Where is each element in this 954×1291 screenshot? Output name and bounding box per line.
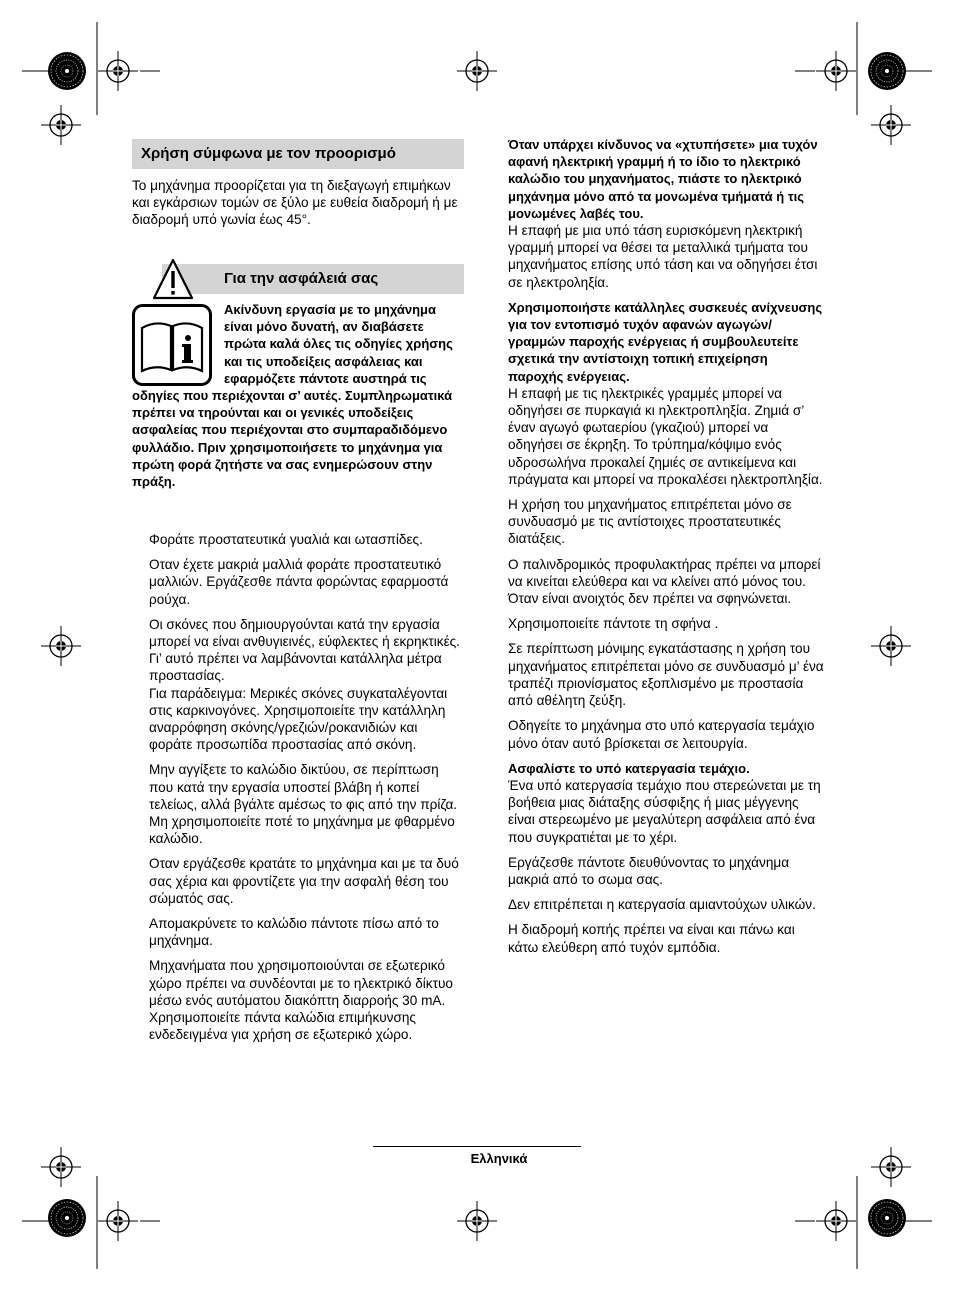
list-item: Φοράτε προστατευτικά γυαλιά και ωτασπίδες.: [149, 532, 423, 547]
list-item: Εργάζεσθε πάντοτε διευθύνοντας το μηχάνημα μακριά από το σωμα σας.: [508, 854, 790, 887]
list-item: Μηχανήματα που χρησιμοποιούνται σε εξωτερικό χώρο πρέπει να συνδέονται με το ηλεκτρικό δίκτυο μέσω ενός αυτόματου διακόπτη διαρροής 30 mA. Χρησιμοποιείτε πάντα καλώδια επιμήκυνσης ενδεδειγμένα για χρήση σε εξωτερικό χώρο.: [149, 958, 453, 1043]
warning-hidden-wires: Όταν υπάρχει κίνδυνος να «χτυπήσετε» μια τυχόν αφανή ηλεκτρική γραμμή ή το ίδιο το ηλεκτρικό καλώδιο του μηχανήματος, πιάστε το ηλεκτρικό μηχάνημα μόνο από τα μονωμένα τμήματά ή τις μονωμένες λαβές του.: [508, 137, 818, 221]
safety-list: [149, 531, 464, 1051]
list-item: Για παράδειγμα: Μερικές σκόνες συγκαταλέγονται στις καρκινογόνες. Χρησιμοποιείτε την κατάλληλη αναρρόφηση σκόνης/γρεζιών/ροκανιδιών και φοράτε προσωπίδα προστασίας από σκόνη.: [149, 685, 448, 753]
safety-heading: Για την ασφάλειά σας: [162, 264, 464, 294]
warning-triangle-icon: [152, 258, 194, 300]
detector-advice: Χρησιμοποιήστε κατάλληλες συσκευές ανίχνευσης για τον εντοπισμό τυχόν αφανών αγωγών/γραμμών παροχής ενέργειας ή συμβουλευτείτε σχετικά την αντίστοιχη τοπική επιχείρηση παροχής ενέργειας.: [508, 299, 823, 384]
detector-advice-text: Η επαφή με τις ηλεκτρικές γραμμές μπορεί να οδηγήσει σε πυρκαγιά κι ηλεκτροπληξία. Ζημιά σ’ έναν αγωγό φωταερίου (γκαζιού) μπορεί να οδηγήσει σε έκρηξη. Το τρύπημα/κόψιμο ενός υδροσωλήνα προκαλεί ζημιές σε αντικείμενα και πράγματα και μπορεί να προκαλέσει ηλεκτροπληξία.: [508, 385, 823, 487]
list-item: Οι σκόνες που δημιουργούνται κατά την εργασία μπορεί να είναι ανθυγιεινές, εύφλεκτες ή εκρηκτικές. Γι’ αυτό πρέπει να λαμβάνονται κατάλληλα μέτρα προστασίας.: [149, 616, 460, 684]
right-column: [508, 136, 824, 964]
left-column: [132, 139, 464, 1043]
footer-language: Ελληνικά: [470, 1151, 528, 1166]
list-item: Ο παλινδρομικός προφυλακτήρας πρέπει να μπορεί να κινείται ελεύθερα και να κλείνει από μόνος του. Όταν είναι ανοιχτός δεν πρέπει να σφηνώνεται.: [508, 556, 821, 607]
list-item: Μην αγγίξετε το καλώδιο δικτύου, σε περίπτωση που κατά την εργασία υποστεί βλάβη ή κοπεί τελείως, αλλά βγάλτε αμέσως το φις από την πρίζα. Μη χρησιμοποιείτε ποτέ το μηχάνημα με φθαρμένο καλώδιο.: [149, 762, 458, 847]
list-item: Δεν επιτρέπεται η κατεργασία αμιαντούχων υλικών.: [508, 897, 816, 913]
list-item: Σε περίπτωση μόνιμης εγκατάστασης η χρήση του μηχανήματος επιτρέπεται μόνο σε συνδυασμό μ’ ένα τραπέζι πριονίσματος εξοπλισμένο με προστασία από αθέλητη ζεύξη.: [508, 641, 824, 709]
list-item: Οταν έχετε μακριά μαλλιά φοράτε προστατευτικό μαλλιών. Εργάζεσθε πάντα φορώντας εφαρμοστά ρούχα.: [149, 557, 449, 607]
list-item: Χρησιμοποιείτε πάντοτε τη σφήνα .: [508, 616, 719, 632]
list-item: Οταν εργάζεσθε κρατάτε το μηχάνημα και με τα δυό σας χέρια και φροντίζετε για την ασφαλή θέση του σώματός σας.: [149, 856, 459, 906]
safety-intro: Ακίνδυνη εργασία με το μηχάνημα είναι μόνο δυνατή, αν διαβάσετε πρώτα καλά όλες τις οδηγίες χρήσης και τις υποδείξεις ασφάλειας και εφαρμόζετε πάντοτε αυστηρά τις οδηγίες που περιέχονται σ’ αυτές. Συμπληρωματικά πρέπει να τηρούνται και οι γενικές υποδείξεις ασφαλείας που περιέχονται στο συμπαραδιδόμενο φυλλάδιο. Πριν χρησιμοποιήσετε το μηχάνημα για πρώτη φορά ζητήστε να σας ενημερώσουν στην πράξη.: [132, 302, 453, 490]
list-item: Η χρήση του μηχανήματος επιτρέπεται μόνο σε συνδυασμό με τις αντίστοιχες προστατευτικές διατάξεις.: [508, 497, 792, 547]
list-item: Οδηγείτε το μηχάνημα στο υπό κατεργασία τεμάχιο μόνο όταν αυτό βρίσκεται σε λειτουργία.: [508, 718, 815, 751]
secure-workpiece-text: Ένα υπό κατεργασία τεμάχιο που στερεώνεται με τη βοήθεια μιας διάταξης σύσφιξης ή μιας μέγγενης είναι στερεωμένο με μεγαλύτερη ασφάλεια από ένα που συγκρατιέται με το χέρι.: [508, 777, 821, 845]
warning-hidden-wires-text: Η επαφή με μια υπό τάση ευρισκόμενη ηλεκτρική γραμμή μπορεί να θέσει τα μεταλλικά τμήματα του μηχανήματος επίσης υπό τάση και να οδηγήσει έτσι σε ηλεκτροληξία.: [508, 223, 818, 290]
list-item: Απομακρύνετε το καλώδιο πάντοτε πίσω από το μηχάνημα.: [149, 916, 439, 949]
icon-spacer: [132, 301, 224, 387]
secure-workpiece: Ασφαλίστε το υπό κατεργασία τεμάχιο.: [508, 760, 750, 776]
intended-use-text: Το μηχάνημα προορίζεται για τη διεξαγωγή επιμήκων και εγκάρσιων τομών σε ξύλο με ευθεία διαδρομή ή με διαδρομή υπό γωνία έως 45°.: [132, 178, 458, 228]
list-item: Η διαδρομή κοπής πρέπει να είναι και πάνω και κάτω ελεύθερη από τυχόν εμπόδια.: [508, 922, 795, 955]
footer-rule: [373, 1146, 581, 1147]
intended-use-heading: Χρήση σύμφωνα με τον προορισμό: [132, 139, 464, 169]
